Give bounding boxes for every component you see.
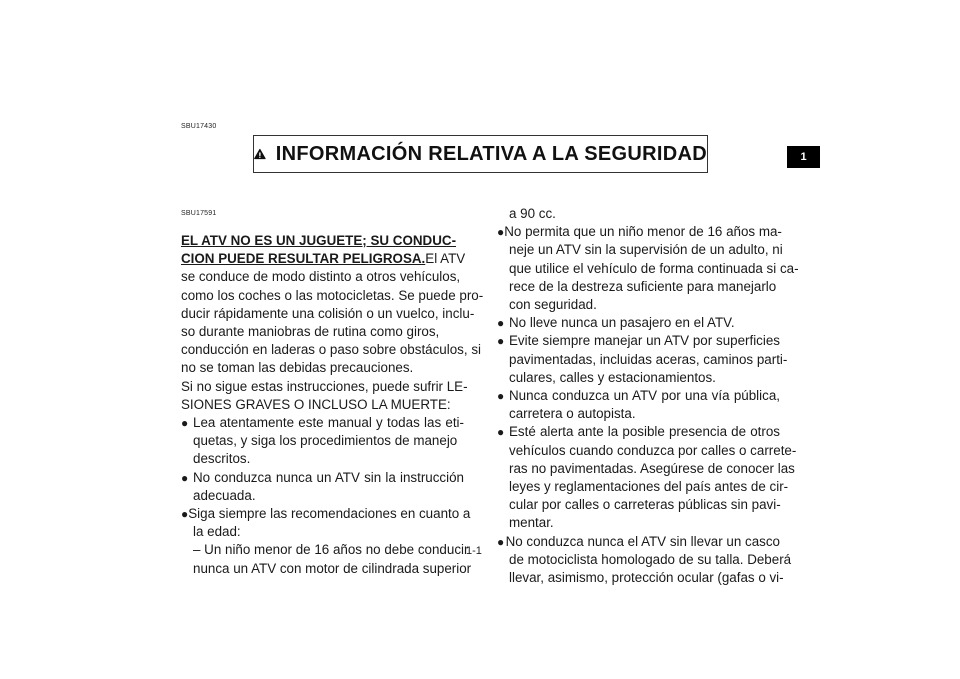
bullet-icon: ● <box>497 225 505 240</box>
bullet-line: – Un niño menor de 16 años no debe conducir <box>193 542 469 558</box>
bullet-icon: ● <box>181 470 189 485</box>
bullet-item: ● Nunca conduzca un ATV por una vía pública, <box>497 387 780 405</box>
bullet-line: culares, calles y estacionamientos. <box>509 369 716 385</box>
body-line: Si no sigue estas instrucciones, puede sufrir LE- <box>181 378 468 394</box>
chapter-tab: 1 <box>787 146 820 168</box>
bullet-icon: ● <box>181 507 189 522</box>
body-line: conducción en laderas o paso sobre obstáculos, si <box>181 342 481 358</box>
body-line: como los coches o las motocicletas. Se puede pro- <box>181 287 484 303</box>
document-code-top: SBU17430 <box>181 123 217 130</box>
bullet-line: que utilice el vehículo de forma continuada si ca- <box>509 260 799 276</box>
bullet-line: con seguridad. <box>509 297 597 313</box>
bullet-line: leyes y reglamentaciones del país antes de cir- <box>509 479 789 495</box>
bullet-line: la edad: <box>193 524 241 540</box>
bullet-line: mentar. <box>509 515 554 531</box>
bullet-line: quetas, y siga los procedimientos de manejo <box>193 433 458 449</box>
bullet-line: de motociclista homologado de su talla. Deberá <box>509 551 792 567</box>
bullet-line: cular por calles o carreteras públicas sin pavi- <box>509 497 781 513</box>
bullet-line: llevar, asimismo, protección ocular (gafas o vi- <box>509 570 784 586</box>
continuation-line: a 90 cc. <box>509 206 556 221</box>
body-line: SIONES GRAVES O INCLUSO LA MUERTE: <box>181 396 451 412</box>
page-number: 1-1 <box>466 545 482 557</box>
bullet-line: rece de la destreza suficiente para manejarlo <box>509 278 777 294</box>
bullet-line: vehículos cuando conduzca por calles o carrete- <box>509 442 797 458</box>
section-title-box <box>253 135 708 173</box>
warning-heading-line-1: EL ATV NO ES UN JUGUETE; SU CONDUC- <box>181 233 457 248</box>
bullet-item: ● No conduzca nunca el ATV sin llevar un casco <box>497 533 780 551</box>
bullet-line: pavimentadas, incluidas aceras, caminos parti- <box>509 351 788 367</box>
bullet-item: ● Esté alerta ante la posible presencia de otros <box>497 423 780 441</box>
bullet-icon: ● <box>497 389 505 404</box>
bullet-item: ● Siga siempre las recomendaciones en cuanto a <box>181 505 464 523</box>
page-title: INFORMACIÓN RELATIVA A LA SEGURIDAD <box>275 142 707 165</box>
bullet-line: ras no pavimentadas. Asegúrese de conocer las <box>509 460 795 476</box>
document-code-section: SBU17591 <box>181 210 217 217</box>
bullet-line: neje un ATV sin la supervisión de un adulto, ni <box>509 242 783 258</box>
bullet-icon: ● <box>497 334 505 349</box>
bullet-line: carretera o autopista. <box>509 406 636 422</box>
warning-heading-line-2: CION PUEDE RESULTAR PELIGROSA. El ATV <box>181 251 466 267</box>
bullet-icon: ● <box>181 416 189 431</box>
bullet-item: ● Evite siempre manejar un ATV por superficies <box>497 332 780 350</box>
bullet-item: ● No permita que un niño menor de 16 años ma- <box>497 223 780 241</box>
bullet-line: adecuada. <box>193 487 256 503</box>
bullet-item: ● No conduzca nunca un ATV sin la instrucción <box>181 469 464 487</box>
body-line: se conduce de modo distinto a otros vehículos, <box>181 269 461 285</box>
bullet-icon: ● <box>497 316 505 331</box>
body-line: so durante maniobras de rutina como giros, <box>181 324 440 340</box>
bullet-icon: ● <box>497 425 505 440</box>
bullet-item: ● Lea atentamente este manual y todas las eti- <box>181 414 464 432</box>
bullet-icon: ● <box>497 534 505 549</box>
bullet-line: descritos. <box>193 451 251 467</box>
body-line: no se toman las debidas precauciones. <box>181 360 414 376</box>
bullet-line: nunca un ATV con motor de cilindrada superior <box>193 560 472 576</box>
warning-icon <box>254 141 266 167</box>
body-line: ducir rápidamente una colisión o un vuelco, inclu- <box>181 305 475 321</box>
bullet-item: ● No lleve nunca un pasajero en el ATV. <box>497 314 780 332</box>
right-column <box>497 205 799 587</box>
